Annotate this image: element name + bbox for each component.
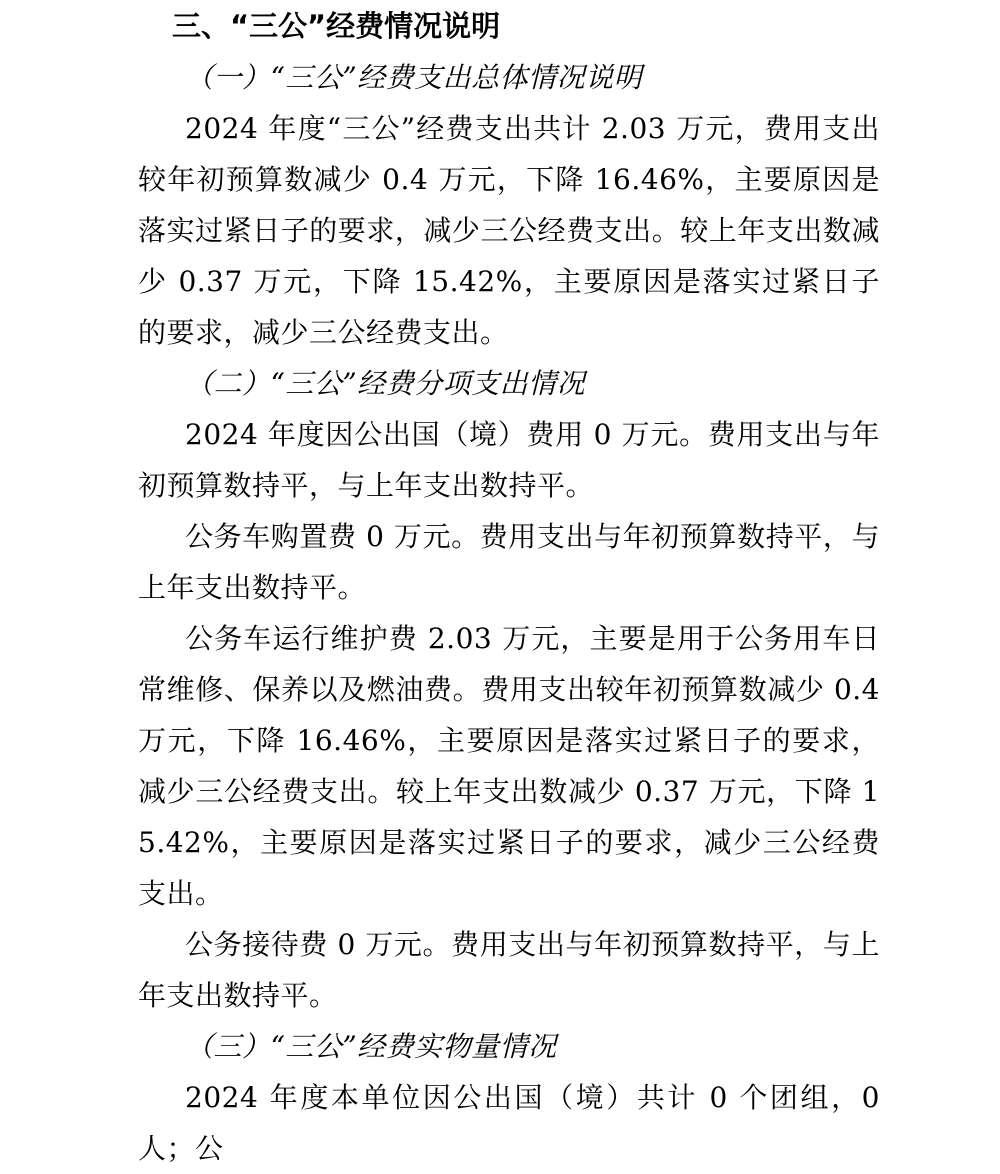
section-3-heading: （三）“三公”经费实物量情况 <box>185 1030 557 1063</box>
section-2-paragraph-overseas-travel: 2024 年度因公出国（境）费用 0 万元。费用支出与年初预算数持平，与上年支出数持平。 <box>138 418 880 502</box>
section-2-paragraph-official-reception: 公务接待费 0 万元。费用支出与年初预算数持平，与上年支出数持平。 <box>138 928 880 1012</box>
section-1-heading: （一）“三公”经费支出总体情况说明 <box>185 61 643 94</box>
section-1-paragraph-overall-expense: 2024 年度“三公”经费支出共计 2.03 万元，费用支出较年初预算数减少 0.4 万元，下降 16.46%，主要原因是落实过紧日子的要求，减少三公经费支出。较上年支出数减少 0.37 万元，下降 15.42%，主要原因是落实过紧日子的要求，减少三公经费支出。 <box>138 112 880 349</box>
section-3-paragraph-physical-quantity: 2024 年度本单位因公出国（境）共计 0 个团组，0 人；公 <box>138 1081 880 1165</box>
section-2-paragraph-vehicle-maintenance: 公务车运行维护费 2.03 万元，主要是用于公务用车日常维修、保养以及燃油费。费用支出较年初预算数减少 0.4 万元，下降 16.46%，主要原因是落实过紧日子的要求，减少三公经费支出。较上年支出数减少 0.37 万元，下降 15.42%，主要原因是落实过紧日子的要求，减少三公经费支出。 <box>138 622 880 910</box>
document-title: 三、“三公”经费情况说明 <box>172 9 501 43</box>
section-2-paragraph-vehicle-purchase: 公务车购置费 0 万元。费用支出与年初预算数持平，与上年支出数持平。 <box>138 520 880 604</box>
section-2-heading: （二）“三公”经费分项支出情况 <box>185 367 586 400</box>
